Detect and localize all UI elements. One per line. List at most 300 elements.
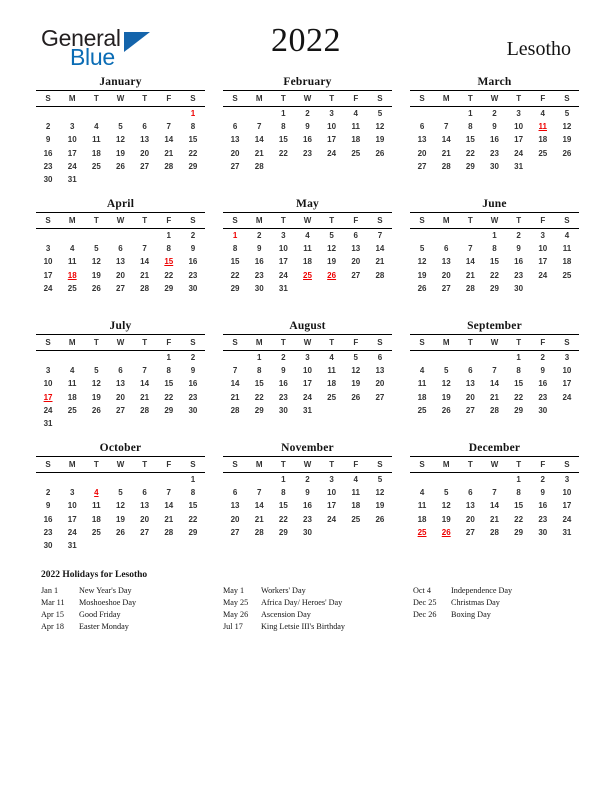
day-cell[interactable]: 10 <box>67 135 77 145</box>
day-cell[interactable]: 17 <box>538 257 548 267</box>
day-cell[interactable]: 10 <box>67 501 77 511</box>
day-cell[interactable]: 30 <box>514 283 524 293</box>
day-cell[interactable]: 3 <box>516 109 521 119</box>
day-cell[interactable]: 31 <box>278 283 288 293</box>
day-cell[interactable]: 15 <box>188 501 198 511</box>
day-cell[interactable]: 21 <box>164 148 174 158</box>
day-cell[interactable]: 12 <box>116 135 125 145</box>
day-cell[interactable]: 8 <box>190 488 196 498</box>
day-cell[interactable]: 11 <box>92 135 101 145</box>
day-cell[interactable]: 15 <box>188 135 198 145</box>
day-cell[interactable]: 10 <box>43 257 53 267</box>
day-cell[interactable]: 30 <box>188 405 198 415</box>
day-cell[interactable]: 14 <box>164 135 174 145</box>
day-cell[interactable]: 4 <box>540 109 545 119</box>
day-cell[interactable]: 15 <box>490 257 499 267</box>
day-cell[interactable]: 8 <box>468 122 473 132</box>
day-cell[interactable]: 15 <box>230 257 240 267</box>
day-cell[interactable]: 8 <box>256 366 262 376</box>
day-cell[interactable]: 20 <box>230 514 240 524</box>
day-cell[interactable]: 19 <box>417 270 427 280</box>
day-cell[interactable]: 12 <box>351 366 361 376</box>
day-cell[interactable]: 22 <box>230 270 240 280</box>
day-cell[interactable]: 2 <box>492 109 497 119</box>
day-cell[interactable]: 31 <box>303 405 312 415</box>
day-cell[interactable]: 16 <box>303 135 312 145</box>
day-cell[interactable]: 24 <box>327 514 337 524</box>
day-cell[interactable]: 3 <box>69 488 75 498</box>
day-cell[interactable]: 2 <box>256 231 262 241</box>
day-cell[interactable]: 29 <box>254 405 264 415</box>
day-cell[interactable]: 15 <box>164 379 174 389</box>
day-cell[interactable]: 7 <box>166 122 171 132</box>
day-cell[interactable]: 3 <box>45 366 51 376</box>
day-cell[interactable]: 28 <box>254 161 264 171</box>
day-cell[interactable]: 7 <box>256 122 262 132</box>
day-cell[interactable]: 8 <box>166 244 171 254</box>
day-cell[interactable]: 9 <box>516 244 521 254</box>
day-cell[interactable]: 4 <box>419 366 425 376</box>
day-cell[interactable]: 14 <box>375 244 385 254</box>
day-cell[interactable]: 1 <box>190 475 196 485</box>
day-cell[interactable]: 27 <box>230 161 240 171</box>
day-cell[interactable]: 20 <box>417 148 427 158</box>
day-cell[interactable]: 10 <box>327 122 337 132</box>
day-cell[interactable]: 14 <box>465 257 475 267</box>
day-cell[interactable]: 9 <box>305 122 310 132</box>
day-cell[interactable]: 29 <box>164 405 174 415</box>
day-cell[interactable]: 30 <box>254 283 264 293</box>
day-cell[interactable]: 18 <box>562 257 572 267</box>
day-cell[interactable]: 3 <box>329 475 334 485</box>
day-cell[interactable]: 4 <box>419 488 425 498</box>
day-cell[interactable]: 5 <box>118 122 123 132</box>
day-cell[interactable]: 20 <box>116 270 125 280</box>
day-cell[interactable]: 17 <box>562 379 572 389</box>
day-cell[interactable]: 18 <box>351 501 361 511</box>
day-cell[interactable]: 31 <box>562 527 572 537</box>
day-cell[interactable]: 15 <box>465 135 475 145</box>
day-cell[interactable]: 9 <box>45 501 51 511</box>
day-cell[interactable]: 11 <box>92 501 101 511</box>
day-cell[interactable]: 26 <box>351 392 361 402</box>
day-cell[interactable]: 24 <box>303 392 312 402</box>
day-cell[interactable]: 5 <box>419 244 425 254</box>
day-cell[interactable]: 7 <box>377 231 383 241</box>
day-cell[interactable]: 3 <box>69 122 75 132</box>
day-cell[interactable]: 5 <box>353 353 358 363</box>
day-cell[interactable]: 26 <box>91 283 101 293</box>
day-cell-holiday[interactable]: 26 <box>441 527 451 537</box>
day-cell-holiday[interactable]: 17 <box>43 392 53 402</box>
day-cell[interactable]: 28 <box>164 161 174 171</box>
day-cell[interactable]: 29 <box>230 283 240 293</box>
day-cell[interactable]: 26 <box>375 148 385 158</box>
day-cell[interactable]: 26 <box>417 283 427 293</box>
day-cell[interactable]: 29 <box>278 527 288 537</box>
day-cell[interactable]: 23 <box>303 514 312 524</box>
day-cell[interactable]: 20 <box>465 392 475 402</box>
day-cell[interactable]: 24 <box>514 148 524 158</box>
day-cell[interactable]: 16 <box>188 379 198 389</box>
day-cell[interactable]: 19 <box>327 257 337 267</box>
day-cell[interactable]: 25 <box>91 161 101 171</box>
day-cell[interactable]: 3 <box>564 475 570 485</box>
day-cell[interactable]: 6 <box>142 488 147 498</box>
day-cell-holiday[interactable]: 26 <box>327 270 337 280</box>
day-cell[interactable]: 12 <box>375 488 385 498</box>
day-cell[interactable]: 6 <box>118 244 123 254</box>
day-cell[interactable]: 27 <box>116 405 125 415</box>
day-cell[interactable]: 12 <box>441 501 451 511</box>
day-cell[interactable]: 25 <box>67 283 77 293</box>
day-cell[interactable]: 18 <box>67 392 77 402</box>
day-cell[interactable]: 28 <box>140 405 150 415</box>
day-cell[interactable]: 28 <box>490 405 499 415</box>
day-cell[interactable]: 2 <box>305 475 310 485</box>
day-cell[interactable]: 3 <box>329 109 334 119</box>
day-cell[interactable]: 30 <box>538 405 548 415</box>
day-cell[interactable]: 22 <box>465 148 475 158</box>
day-cell[interactable]: 3 <box>45 244 51 254</box>
day-cell[interactable]: 9 <box>492 122 497 132</box>
day-cell[interactable]: 3 <box>540 231 545 241</box>
day-cell[interactable]: 2 <box>540 475 545 485</box>
day-cell[interactable]: 4 <box>305 231 310 241</box>
day-cell[interactable]: 25 <box>327 392 337 402</box>
day-cell[interactable]: 28 <box>375 270 385 280</box>
day-cell[interactable]: 7 <box>492 488 497 498</box>
day-cell[interactable]: 25 <box>538 148 548 158</box>
day-cell[interactable]: 17 <box>67 514 77 524</box>
day-cell[interactable]: 24 <box>327 148 337 158</box>
day-cell[interactable]: 29 <box>465 161 475 171</box>
day-cell[interactable]: 31 <box>67 541 77 551</box>
day-cell[interactable]: 25 <box>562 270 572 280</box>
day-cell[interactable]: 7 <box>492 366 497 376</box>
day-cell-holiday[interactable]: 4 <box>94 488 99 498</box>
day-cell[interactable]: 13 <box>417 135 427 145</box>
day-cell[interactable]: 27 <box>351 270 361 280</box>
day-cell[interactable]: 6 <box>142 122 147 132</box>
day-cell[interactable]: 2 <box>45 122 51 132</box>
day-cell[interactable]: 17 <box>67 148 77 158</box>
day-cell[interactable]: 18 <box>351 135 361 145</box>
day-cell[interactable]: 12 <box>327 244 337 254</box>
day-cell[interactable]: 25 <box>417 405 427 415</box>
day-cell[interactable]: 5 <box>94 366 99 376</box>
day-cell[interactable]: 15 <box>514 379 524 389</box>
day-cell[interactable]: 11 <box>351 122 360 132</box>
day-cell[interactable]: 9 <box>540 366 545 376</box>
day-cell-holiday[interactable]: 25 <box>303 270 312 280</box>
day-cell[interactable]: 16 <box>490 135 499 145</box>
day-cell[interactable]: 27 <box>230 527 240 537</box>
day-cell[interactable]: 23 <box>254 270 264 280</box>
day-cell[interactable]: 27 <box>465 405 475 415</box>
day-cell[interactable]: 27 <box>116 283 125 293</box>
day-cell[interactable]: 13 <box>116 379 125 389</box>
day-cell[interactable]: 28 <box>465 283 475 293</box>
day-cell[interactable]: 10 <box>43 379 53 389</box>
day-cell[interactable]: 23 <box>514 270 524 280</box>
day-cell-holiday[interactable]: 1 <box>190 109 196 119</box>
day-cell-holiday[interactable]: 1 <box>232 231 238 241</box>
day-cell[interactable]: 7 <box>166 488 171 498</box>
day-cell[interactable]: 6 <box>468 366 473 376</box>
day-cell[interactable]: 26 <box>562 148 572 158</box>
day-cell[interactable]: 23 <box>43 161 53 171</box>
day-cell[interactable]: 21 <box>254 148 264 158</box>
day-cell[interactable]: 1 <box>256 353 262 363</box>
day-cell[interactable]: 12 <box>375 122 385 132</box>
day-cell[interactable]: 9 <box>305 488 310 498</box>
day-cell[interactable]: 31 <box>43 419 53 429</box>
day-cell[interactable]: 6 <box>468 488 473 498</box>
day-cell[interactable]: 7 <box>232 366 238 376</box>
day-cell[interactable]: 29 <box>514 527 524 537</box>
day-cell[interactable]: 5 <box>377 475 383 485</box>
day-cell[interactable]: 4 <box>353 109 358 119</box>
day-cell[interactable]: 14 <box>490 501 499 511</box>
day-cell[interactable]: 19 <box>375 135 385 145</box>
day-cell[interactable]: 8 <box>516 366 521 376</box>
day-cell-holiday[interactable]: 25 <box>417 527 427 537</box>
day-cell[interactable]: 22 <box>188 514 198 524</box>
day-cell[interactable]: 16 <box>303 501 312 511</box>
day-cell[interactable]: 24 <box>562 392 572 402</box>
day-cell[interactable]: 17 <box>303 379 312 389</box>
day-cell[interactable]: 23 <box>188 392 198 402</box>
day-cell[interactable]: 19 <box>116 514 125 524</box>
day-cell[interactable]: 22 <box>188 148 198 158</box>
day-cell[interactable]: 6 <box>377 353 383 363</box>
day-cell[interactable]: 18 <box>91 148 101 158</box>
day-cell[interactable]: 8 <box>232 244 238 254</box>
day-cell[interactable]: 14 <box>230 379 240 389</box>
day-cell[interactable]: 2 <box>281 353 286 363</box>
day-cell[interactable]: 7 <box>142 366 147 376</box>
day-cell[interactable]: 26 <box>441 405 451 415</box>
day-cell[interactable]: 21 <box>140 270 150 280</box>
day-cell[interactable]: 28 <box>140 283 150 293</box>
day-cell[interactable]: 31 <box>67 175 77 185</box>
day-cell[interactable]: 1 <box>166 353 171 363</box>
day-cell[interactable]: 10 <box>562 366 572 376</box>
day-cell[interactable]: 6 <box>118 366 123 376</box>
day-cell[interactable]: 30 <box>538 527 548 537</box>
day-cell[interactable]: 28 <box>230 405 240 415</box>
day-cell[interactable]: 15 <box>514 501 524 511</box>
day-cell[interactable]: 5 <box>443 366 449 376</box>
day-cell[interactable]: 21 <box>490 392 499 402</box>
day-cell[interactable]: 24 <box>67 161 77 171</box>
day-cell[interactable]: 17 <box>562 501 572 511</box>
day-cell[interactable]: 8 <box>492 244 497 254</box>
day-cell[interactable]: 30 <box>303 527 312 537</box>
day-cell[interactable]: 27 <box>140 161 150 171</box>
day-cell[interactable]: 17 <box>327 501 337 511</box>
day-cell[interactable]: 30 <box>43 175 53 185</box>
day-cell[interactable]: 17 <box>43 270 53 280</box>
day-cell[interactable]: 13 <box>230 501 240 511</box>
day-cell[interactable]: 21 <box>441 148 451 158</box>
day-cell[interactable]: 2 <box>45 488 51 498</box>
day-cell[interactable]: 5 <box>377 109 383 119</box>
day-cell[interactable]: 22 <box>278 514 288 524</box>
day-cell[interactable]: 21 <box>140 392 150 402</box>
day-cell[interactable]: 5 <box>564 109 570 119</box>
day-cell[interactable]: 23 <box>43 527 53 537</box>
day-cell[interactable]: 16 <box>188 257 198 267</box>
day-cell[interactable]: 7 <box>443 122 449 132</box>
day-cell[interactable]: 14 <box>254 135 264 145</box>
day-cell[interactable]: 14 <box>441 135 451 145</box>
day-cell[interactable]: 16 <box>538 501 548 511</box>
day-cell[interactable]: 3 <box>564 353 570 363</box>
day-cell[interactable]: 19 <box>351 379 361 389</box>
day-cell[interactable]: 13 <box>116 257 125 267</box>
day-cell[interactable]: 1 <box>492 231 497 241</box>
day-cell[interactable]: 18 <box>538 135 548 145</box>
day-cell[interactable]: 19 <box>441 514 451 524</box>
day-cell[interactable]: 14 <box>140 379 150 389</box>
day-cell[interactable]: 20 <box>441 270 451 280</box>
day-cell[interactable]: 23 <box>303 148 312 158</box>
day-cell[interactable]: 11 <box>417 379 427 389</box>
day-cell[interactable]: 18 <box>417 514 427 524</box>
day-cell[interactable]: 11 <box>351 488 360 498</box>
day-cell[interactable]: 23 <box>278 392 288 402</box>
day-cell[interactable]: 13 <box>465 379 475 389</box>
day-cell[interactable]: 27 <box>465 527 475 537</box>
day-cell[interactable]: 16 <box>43 514 53 524</box>
day-cell-holiday[interactable]: 15 <box>164 257 174 267</box>
day-cell[interactable]: 12 <box>441 379 451 389</box>
day-cell[interactable]: 20 <box>465 514 475 524</box>
day-cell[interactable]: 12 <box>91 379 101 389</box>
day-cell[interactable]: 9 <box>190 366 196 376</box>
day-cell[interactable]: 21 <box>254 514 264 524</box>
day-cell[interactable]: 22 <box>164 392 174 402</box>
day-cell[interactable]: 12 <box>91 257 101 267</box>
day-cell[interactable]: 10 <box>562 488 572 498</box>
day-cell[interactable]: 2 <box>190 353 196 363</box>
day-cell[interactable]: 24 <box>43 283 53 293</box>
day-cell[interactable]: 5 <box>118 488 123 498</box>
day-cell[interactable]: 13 <box>465 501 475 511</box>
day-cell[interactable]: 6 <box>419 122 425 132</box>
day-cell[interactable]: 20 <box>230 148 240 158</box>
day-cell[interactable]: 11 <box>562 244 572 254</box>
day-cell[interactable]: 22 <box>514 514 524 524</box>
day-cell[interactable]: 21 <box>490 514 499 524</box>
day-cell[interactable]: 5 <box>329 231 334 241</box>
day-cell[interactable]: 19 <box>91 392 101 402</box>
day-cell[interactable]: 16 <box>514 257 524 267</box>
day-cell[interactable]: 7 <box>142 244 147 254</box>
day-cell[interactable]: 18 <box>303 257 312 267</box>
day-cell[interactable]: 24 <box>562 514 572 524</box>
day-cell[interactable]: 15 <box>254 379 264 389</box>
day-cell[interactable]: 3 <box>305 353 310 363</box>
day-cell[interactable]: 30 <box>278 405 288 415</box>
day-cell[interactable]: 3 <box>281 231 286 241</box>
day-cell[interactable]: 4 <box>69 244 75 254</box>
day-cell[interactable]: 14 <box>254 501 264 511</box>
day-cell[interactable]: 8 <box>281 122 286 132</box>
day-cell[interactable]: 24 <box>67 527 77 537</box>
day-cell[interactable]: 11 <box>67 379 77 389</box>
day-cell[interactable]: 7 <box>256 488 262 498</box>
day-cell[interactable]: 29 <box>188 161 198 171</box>
day-cell[interactable]: 27 <box>140 527 150 537</box>
day-cell[interactable]: 22 <box>164 270 174 280</box>
day-cell[interactable]: 20 <box>140 148 150 158</box>
day-cell[interactable]: 31 <box>514 161 524 171</box>
day-cell[interactable]: 2 <box>540 353 545 363</box>
day-cell[interactable]: 6 <box>232 488 238 498</box>
day-cell[interactable]: 11 <box>67 257 77 267</box>
day-cell[interactable]: 8 <box>281 488 286 498</box>
day-cell[interactable]: 13 <box>441 257 451 267</box>
day-cell[interactable]: 19 <box>91 270 101 280</box>
day-cell[interactable]: 30 <box>188 283 198 293</box>
day-cell[interactable]: 20 <box>140 514 150 524</box>
day-cell[interactable]: 4 <box>353 475 358 485</box>
day-cell[interactable]: 27 <box>417 161 427 171</box>
day-cell[interactable]: 22 <box>514 392 524 402</box>
day-cell[interactable]: 27 <box>375 392 385 402</box>
day-cell[interactable]: 10 <box>327 488 337 498</box>
day-cell[interactable]: 13 <box>140 135 150 145</box>
day-cell[interactable]: 28 <box>164 527 174 537</box>
day-cell[interactable]: 22 <box>490 270 499 280</box>
day-cell[interactable]: 22 <box>278 148 288 158</box>
day-cell[interactable]: 13 <box>351 244 361 254</box>
day-cell[interactable]: 28 <box>441 161 451 171</box>
day-cell[interactable]: 24 <box>43 405 53 415</box>
day-cell[interactable]: 18 <box>417 392 427 402</box>
day-cell[interactable]: 1 <box>281 109 286 119</box>
day-cell[interactable]: 12 <box>562 122 572 132</box>
day-cell[interactable]: 23 <box>538 514 548 524</box>
day-cell[interactable]: 18 <box>91 514 101 524</box>
day-cell[interactable]: 15 <box>278 135 288 145</box>
day-cell[interactable]: 4 <box>69 366 75 376</box>
day-cell[interactable]: 25 <box>351 514 361 524</box>
day-cell[interactable]: 18 <box>327 379 337 389</box>
day-cell[interactable]: 10 <box>303 366 312 376</box>
day-cell[interactable]: 9 <box>256 244 262 254</box>
day-cell[interactable]: 8 <box>190 122 196 132</box>
day-cell[interactable]: 16 <box>43 148 53 158</box>
day-cell[interactable]: 17 <box>514 135 524 145</box>
day-cell[interactable]: 24 <box>278 270 288 280</box>
day-cell[interactable]: 19 <box>562 135 572 145</box>
day-cell[interactable]: 16 <box>278 379 288 389</box>
day-cell[interactable]: 30 <box>490 161 499 171</box>
day-cell[interactable]: 21 <box>230 392 240 402</box>
day-cell[interactable]: 11 <box>327 366 336 376</box>
day-cell[interactable]: 25 <box>351 148 361 158</box>
day-cell[interactable]: 29 <box>514 405 524 415</box>
day-cell[interactable]: 29 <box>188 527 198 537</box>
day-cell[interactable]: 26 <box>375 514 385 524</box>
day-cell[interactable]: 6 <box>443 244 449 254</box>
day-cell[interactable]: 11 <box>303 244 312 254</box>
day-cell[interactable]: 13 <box>230 135 240 145</box>
